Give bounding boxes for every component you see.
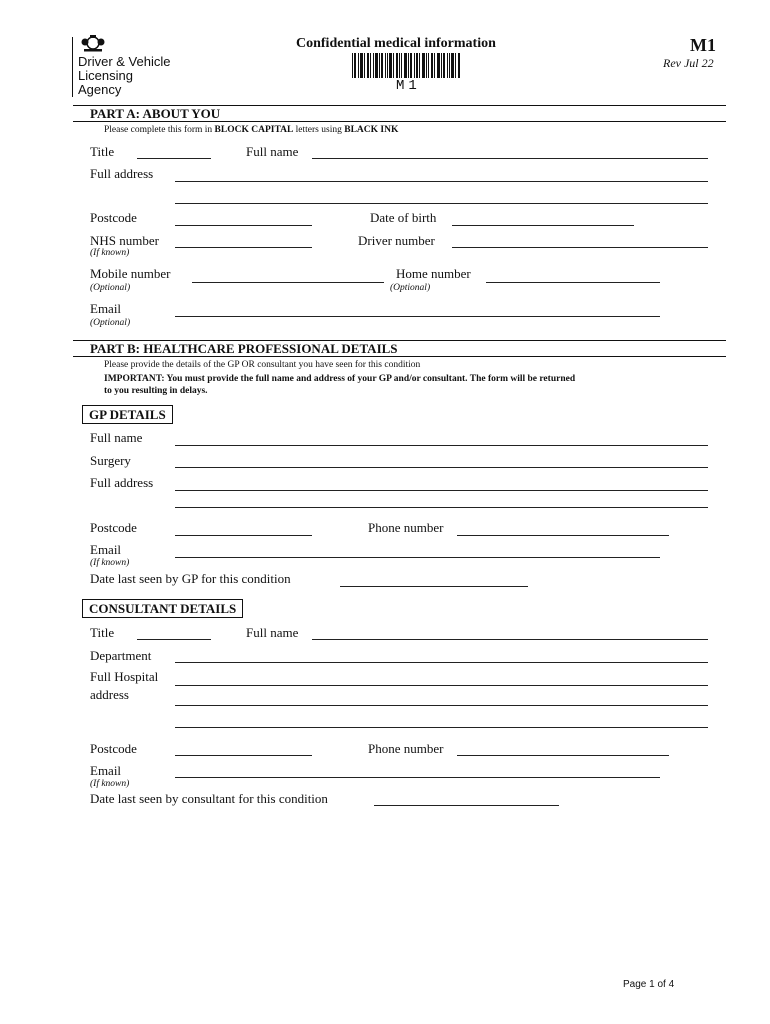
gp-last-seen-label: Date last seen by GP for this condition bbox=[90, 571, 291, 586]
gp-surgery-field[interactable] bbox=[175, 467, 708, 468]
org-line-3: Agency bbox=[78, 82, 122, 97]
part-b-instruction: Please provide the details of the GP OR consultant you have seen for this condition bbox=[104, 360, 421, 370]
consultant-hospital-label-1: Full Hospital bbox=[90, 669, 159, 684]
part-a-rule bbox=[73, 121, 726, 122]
form-code: M1 bbox=[690, 35, 716, 55]
logo-rule bbox=[72, 37, 73, 97]
postcode-label: Postcode bbox=[90, 210, 137, 225]
part-b-heading: PART B: HEALTHCARE PROFESSIONAL DETAILS bbox=[90, 341, 398, 356]
full-name-label: Full name bbox=[246, 144, 299, 159]
consultant-postcode-field[interactable] bbox=[175, 755, 312, 756]
gp-full-address-label: Full address bbox=[90, 475, 154, 490]
consultant-email-label: Email bbox=[90, 763, 122, 778]
consultant-title-label: Title bbox=[90, 625, 115, 640]
driver-number-field[interactable] bbox=[452, 247, 708, 248]
mobile-label: Mobile number bbox=[90, 266, 171, 281]
mobile-note: (Optional) bbox=[90, 283, 131, 293]
part-b-rule bbox=[73, 356, 726, 357]
org-name bbox=[78, 55, 170, 97]
royal-crest-icon bbox=[80, 33, 106, 53]
consultant-full-name-label: Full name bbox=[246, 625, 299, 640]
gp-postcode-field[interactable] bbox=[175, 535, 312, 536]
gp-address-line-1[interactable] bbox=[175, 490, 708, 491]
gp-email-field[interactable] bbox=[175, 557, 660, 558]
barcode-text: M1 bbox=[396, 78, 421, 94]
consultant-last-seen-field[interactable] bbox=[374, 805, 559, 806]
page-number: Page 1 of 4 bbox=[623, 979, 675, 990]
instruction-text-1: Please complete this form in bbox=[104, 125, 215, 135]
consultant-phone-field[interactable] bbox=[457, 755, 669, 756]
gp-address-line-2[interactable] bbox=[175, 507, 708, 508]
home-number-label: Home number bbox=[396, 266, 471, 281]
consultant-phone-label: Phone number bbox=[368, 741, 444, 756]
consultant-postcode-label: Postcode bbox=[90, 741, 137, 756]
part-b-important-1: IMPORTANT: You must provide the full name and address of your GP and/or consultant. The form will be returned bbox=[104, 374, 576, 384]
instruction-bold-1: BLOCK CAPITAL bbox=[214, 125, 294, 135]
barcode bbox=[352, 53, 460, 78]
dob-field[interactable] bbox=[452, 225, 634, 226]
email-label: Email bbox=[90, 301, 122, 316]
email-note: (Optional) bbox=[90, 318, 131, 328]
instruction-bold-2: BLACK INK bbox=[344, 125, 399, 135]
consultant-email-field[interactable] bbox=[175, 777, 660, 778]
gp-full-name-field[interactable] bbox=[175, 445, 708, 446]
part-b-important-2: to you resulting in delays. bbox=[104, 386, 208, 396]
gp-phone-field[interactable] bbox=[457, 535, 669, 536]
part-a-heading: PART A: ABOUT YOU bbox=[90, 106, 221, 121]
gp-phone-label: Phone number bbox=[368, 520, 444, 535]
title-field[interactable] bbox=[137, 158, 211, 159]
consultant-email-note: (If known) bbox=[90, 779, 130, 789]
driver-number-label: Driver number bbox=[358, 233, 435, 248]
revision: Rev Jul 22 bbox=[663, 56, 714, 70]
consultant-department-label: Department bbox=[90, 648, 152, 663]
full-address-label: Full address bbox=[90, 166, 154, 181]
consultant-address-line-3[interactable] bbox=[175, 727, 708, 728]
consultant-address-line-1[interactable] bbox=[175, 685, 708, 686]
consultant-hospital-label-2: address bbox=[90, 687, 129, 702]
gp-postcode-label: Postcode bbox=[90, 520, 137, 535]
full-name-field[interactable] bbox=[312, 158, 708, 159]
gp-surgery-label: Surgery bbox=[90, 453, 131, 468]
postcode-field[interactable] bbox=[175, 225, 312, 226]
gp-email-note: (If known) bbox=[90, 558, 130, 568]
form-title: Confidential medical information bbox=[296, 36, 496, 51]
consultant-department-field[interactable] bbox=[175, 662, 708, 663]
org-line-2: Licensing bbox=[78, 68, 133, 83]
consultant-title-field[interactable] bbox=[137, 639, 211, 640]
nhs-label: NHS number bbox=[90, 233, 159, 248]
address-line-1[interactable] bbox=[175, 181, 708, 182]
org-line-1: Driver & Vehicle bbox=[78, 54, 171, 69]
consultant-address-line-2[interactable] bbox=[175, 705, 708, 706]
consultant-details-heading: CONSULTANT DETAILS bbox=[82, 599, 243, 618]
dvla-logo bbox=[72, 33, 192, 99]
gp-details-heading: GP DETAILS bbox=[82, 405, 173, 424]
nhs-note: (If known) bbox=[90, 248, 130, 258]
nhs-field[interactable] bbox=[175, 247, 312, 248]
home-number-field[interactable] bbox=[486, 282, 660, 283]
home-note: (Optional) bbox=[390, 283, 431, 293]
mobile-field[interactable] bbox=[192, 282, 384, 283]
consultant-last-seen-label: Date last seen by consultant for this condition bbox=[90, 791, 328, 806]
part-a-instruction bbox=[104, 124, 398, 136]
dob-label: Date of birth bbox=[370, 210, 437, 225]
gp-full-name-label: Full name bbox=[90, 430, 143, 445]
address-line-2[interactable] bbox=[175, 203, 708, 204]
consultant-full-name-field[interactable] bbox=[312, 639, 708, 640]
gp-last-seen-field[interactable] bbox=[340, 586, 528, 587]
gp-email-label: Email bbox=[90, 542, 122, 557]
instruction-text-2: letters using bbox=[293, 125, 345, 135]
title-label: Title bbox=[90, 144, 115, 159]
email-field[interactable] bbox=[175, 316, 660, 317]
